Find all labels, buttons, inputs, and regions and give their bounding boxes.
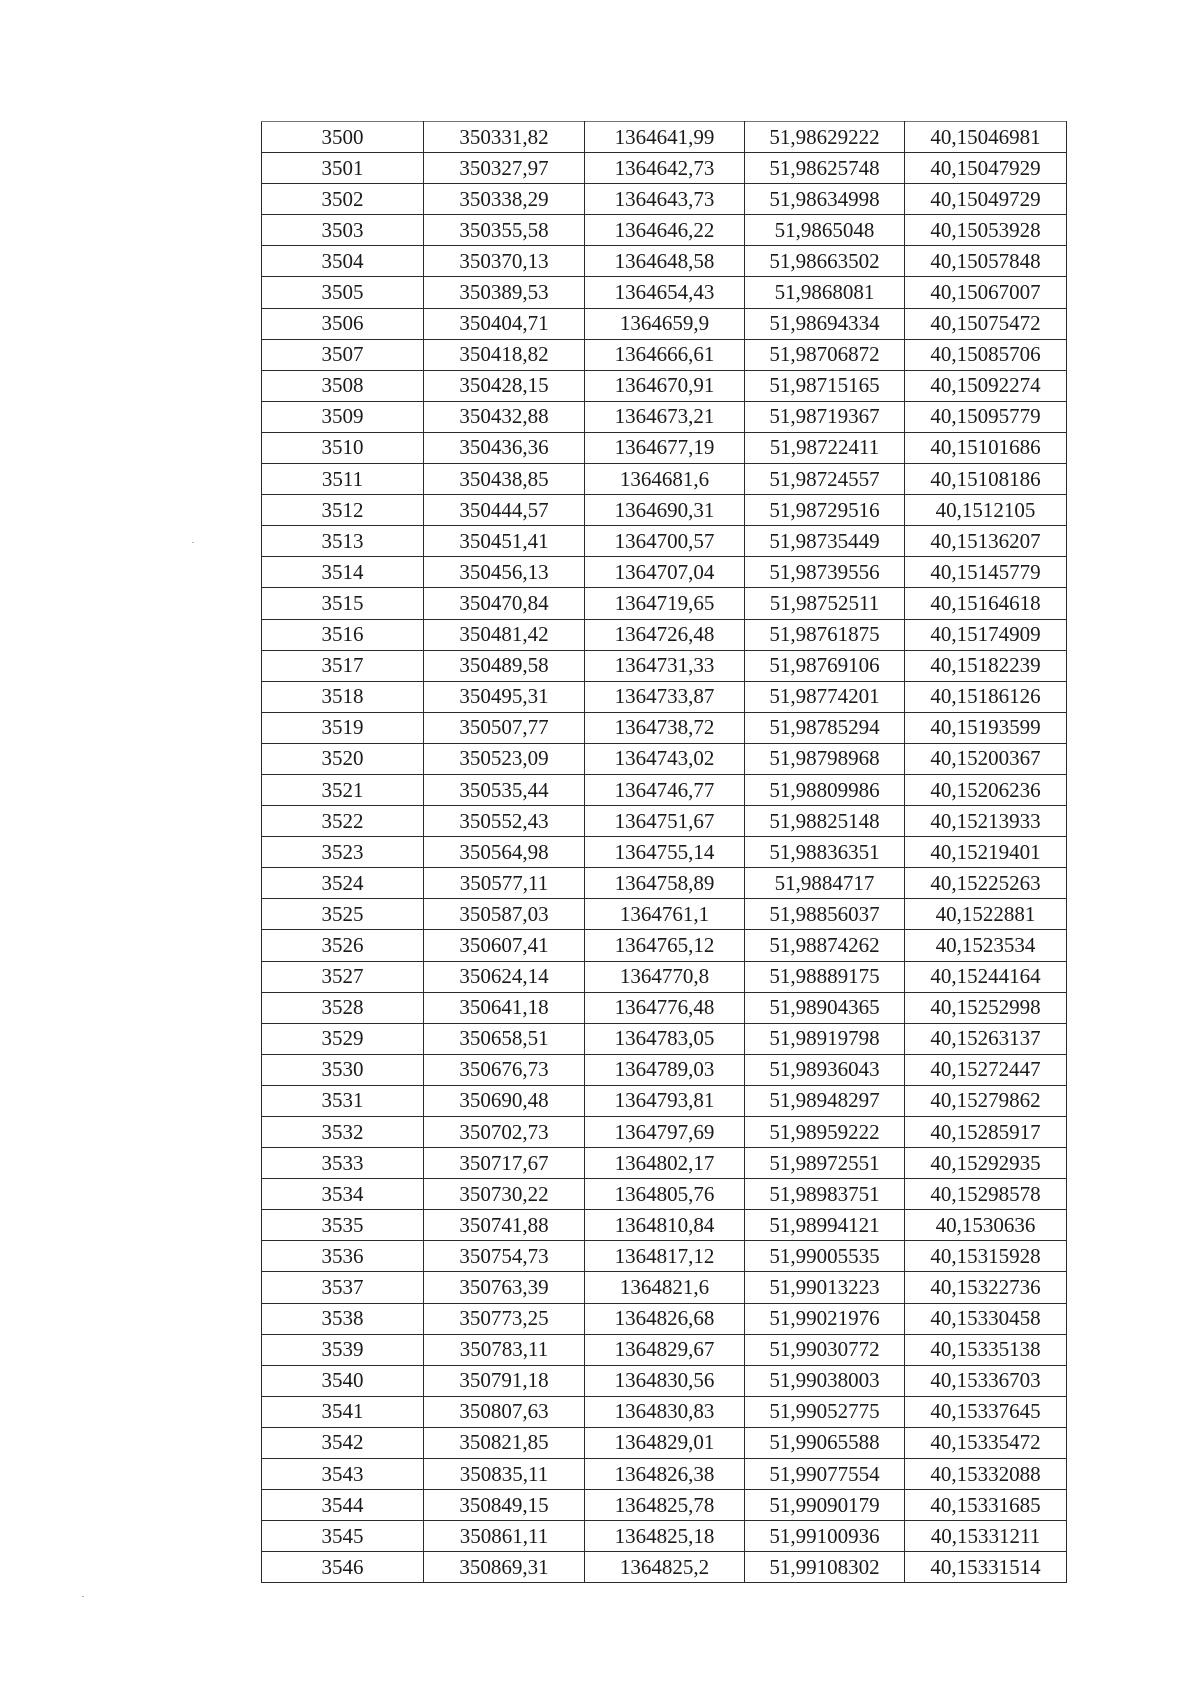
longitude-cell: 40,15108186 (905, 464, 1067, 495)
x-coordinate-cell: 350451,41 (424, 526, 585, 557)
longitude-cell: 40,15252998 (905, 992, 1067, 1023)
table-row (262, 650, 1067, 681)
y-coordinate-cell: 1364802,17 (585, 1148, 745, 1179)
x-coordinate-cell: 350607,41 (424, 930, 585, 961)
y-coordinate-cell: 1364765,12 (585, 930, 745, 961)
longitude-cell: 40,15331211 (905, 1521, 1067, 1552)
x-coordinate-cell: 350577,11 (424, 868, 585, 899)
point-number-cell: 3537 (262, 1272, 424, 1303)
longitude-cell: 40,15075472 (905, 308, 1067, 339)
x-coordinate-cell: 350456,13 (424, 557, 585, 588)
y-coordinate-cell: 1364825,2 (585, 1552, 745, 1583)
table-row (262, 1023, 1067, 1054)
table-row (262, 588, 1067, 619)
point-number-cell: 3517 (262, 650, 424, 681)
longitude-cell: 40,1523534 (905, 930, 1067, 961)
latitude-cell: 51,98625748 (745, 153, 905, 184)
latitude-cell: 51,99052775 (745, 1396, 905, 1427)
latitude-cell: 51,99030772 (745, 1334, 905, 1365)
y-coordinate-cell: 1364821,6 (585, 1272, 745, 1303)
table-row (262, 1117, 1067, 1148)
latitude-cell: 51,99090179 (745, 1490, 905, 1521)
x-coordinate-cell: 350438,85 (424, 464, 585, 495)
point-number-cell: 3515 (262, 588, 424, 619)
table-row (262, 370, 1067, 401)
x-coordinate-cell: 350389,53 (424, 277, 585, 308)
y-coordinate-cell: 1364825,78 (585, 1490, 745, 1521)
longitude-cell: 40,15206236 (905, 774, 1067, 805)
x-coordinate-cell: 350783,11 (424, 1334, 585, 1365)
point-number-cell: 3501 (262, 153, 424, 184)
longitude-cell: 40,15292935 (905, 1148, 1067, 1179)
point-number-cell: 3522 (262, 806, 424, 837)
longitude-cell: 40,15193599 (905, 712, 1067, 743)
y-coordinate-cell: 1364738,72 (585, 712, 745, 743)
y-coordinate-cell: 1364643,73 (585, 184, 745, 215)
y-coordinate-cell: 1364776,48 (585, 992, 745, 1023)
y-coordinate-cell: 1364770,8 (585, 961, 745, 992)
table-row (262, 806, 1067, 837)
x-coordinate-cell: 350717,67 (424, 1148, 585, 1179)
point-number-cell: 3513 (262, 526, 424, 557)
latitude-cell: 51,98825148 (745, 806, 905, 837)
latitude-cell: 51,98729516 (745, 495, 905, 526)
latitude-cell: 51,98629222 (745, 122, 905, 153)
point-number-cell: 3534 (262, 1179, 424, 1210)
y-coordinate-cell: 1364826,38 (585, 1459, 745, 1490)
longitude-cell: 40,15145779 (905, 557, 1067, 588)
longitude-cell: 40,15331514 (905, 1552, 1067, 1583)
latitude-cell: 51,98889175 (745, 961, 905, 992)
point-number-cell: 3511 (262, 464, 424, 495)
y-coordinate-cell: 1364707,04 (585, 557, 745, 588)
point-number-cell: 3546 (262, 1552, 424, 1583)
longitude-cell: 40,15047929 (905, 153, 1067, 184)
longitude-cell: 40,1512105 (905, 495, 1067, 526)
latitude-cell: 51,98904365 (745, 992, 905, 1023)
point-number-cell: 3523 (262, 837, 424, 868)
latitude-cell: 51,98719367 (745, 401, 905, 432)
point-number-cell: 3508 (262, 370, 424, 401)
longitude-cell: 40,15315928 (905, 1241, 1067, 1272)
latitude-cell: 51,98761875 (745, 619, 905, 650)
latitude-cell: 51,98785294 (745, 712, 905, 743)
longitude-cell: 40,15046981 (905, 122, 1067, 153)
x-coordinate-cell: 350331,82 (424, 122, 585, 153)
longitude-cell: 40,15225263 (905, 868, 1067, 899)
y-coordinate-cell: 1364642,73 (585, 153, 745, 184)
table-row (262, 557, 1067, 588)
x-coordinate-cell: 350658,51 (424, 1023, 585, 1054)
longitude-cell: 40,15263137 (905, 1023, 1067, 1054)
x-coordinate-cell: 350861,11 (424, 1521, 585, 1552)
latitude-cell: 51,98874262 (745, 930, 905, 961)
y-coordinate-cell: 1364829,01 (585, 1427, 745, 1458)
latitude-cell: 51,9884717 (745, 868, 905, 899)
x-coordinate-cell: 350741,88 (424, 1210, 585, 1241)
table-row (262, 1272, 1067, 1303)
x-coordinate-cell: 350676,73 (424, 1054, 585, 1085)
table-row (262, 837, 1067, 868)
x-coordinate-cell: 350481,42 (424, 619, 585, 650)
y-coordinate-cell: 1364789,03 (585, 1054, 745, 1085)
table-row (262, 1148, 1067, 1179)
table-row (262, 619, 1067, 650)
longitude-cell: 40,15298578 (905, 1179, 1067, 1210)
table-row (262, 308, 1067, 339)
latitude-cell: 51,99038003 (745, 1365, 905, 1396)
table-row (262, 401, 1067, 432)
point-number-cell: 3525 (262, 899, 424, 930)
point-number-cell: 3524 (262, 868, 424, 899)
longitude-cell: 40,15322736 (905, 1272, 1067, 1303)
table-row (262, 526, 1067, 557)
latitude-cell: 51,99065588 (745, 1427, 905, 1458)
point-number-cell: 3510 (262, 432, 424, 463)
point-number-cell: 3504 (262, 246, 424, 277)
latitude-cell: 51,98774201 (745, 681, 905, 712)
x-coordinate-cell: 350338,29 (424, 184, 585, 215)
y-coordinate-cell: 1364681,6 (585, 464, 745, 495)
y-coordinate-cell: 1364830,83 (585, 1396, 745, 1427)
y-coordinate-cell: 1364743,02 (585, 743, 745, 774)
table-row (262, 1427, 1067, 1458)
y-coordinate-cell: 1364805,76 (585, 1179, 745, 1210)
latitude-cell: 51,98724557 (745, 464, 905, 495)
point-number-cell: 3506 (262, 308, 424, 339)
y-coordinate-cell: 1364719,65 (585, 588, 745, 619)
latitude-cell: 51,98972551 (745, 1148, 905, 1179)
table-row (262, 681, 1067, 712)
point-number-cell: 3520 (262, 743, 424, 774)
table-row (262, 868, 1067, 899)
longitude-cell: 40,15174909 (905, 619, 1067, 650)
x-coordinate-cell: 350791,18 (424, 1365, 585, 1396)
table-row (262, 1552, 1067, 1583)
y-coordinate-cell: 1364670,91 (585, 370, 745, 401)
longitude-cell: 40,1530636 (905, 1210, 1067, 1241)
table-row (262, 1490, 1067, 1521)
point-number-cell: 3528 (262, 992, 424, 1023)
x-coordinate-cell: 350404,71 (424, 308, 585, 339)
x-coordinate-cell: 350436,36 (424, 432, 585, 463)
point-number-cell: 3512 (262, 495, 424, 526)
longitude-cell: 40,15336703 (905, 1365, 1067, 1396)
x-coordinate-cell: 350807,63 (424, 1396, 585, 1427)
latitude-cell: 51,98856037 (745, 899, 905, 930)
latitude-cell: 51,98936043 (745, 1054, 905, 1085)
longitude-cell: 40,15335472 (905, 1427, 1067, 1458)
coordinates-table (261, 121, 1067, 1583)
point-number-cell: 3509 (262, 401, 424, 432)
point-number-cell: 3507 (262, 339, 424, 370)
y-coordinate-cell: 1364758,89 (585, 868, 745, 899)
latitude-cell: 51,9868081 (745, 277, 905, 308)
x-coordinate-cell: 350641,18 (424, 992, 585, 1023)
x-coordinate-cell: 350470,84 (424, 588, 585, 619)
latitude-cell: 51,98919798 (745, 1023, 905, 1054)
longitude-cell: 40,15332088 (905, 1459, 1067, 1490)
table-row (262, 277, 1067, 308)
point-number-cell: 3518 (262, 681, 424, 712)
latitude-cell: 51,98836351 (745, 837, 905, 868)
point-number-cell: 3545 (262, 1521, 424, 1552)
longitude-cell: 40,15331685 (905, 1490, 1067, 1521)
y-coordinate-cell: 1364783,05 (585, 1023, 745, 1054)
table-row (262, 992, 1067, 1023)
latitude-cell: 51,98722411 (745, 432, 905, 463)
point-number-cell: 3542 (262, 1427, 424, 1458)
x-coordinate-cell: 350418,82 (424, 339, 585, 370)
y-coordinate-cell: 1364733,87 (585, 681, 745, 712)
scan-speck (82, 1596, 84, 1597)
table-row (262, 122, 1067, 153)
x-coordinate-cell: 350564,98 (424, 837, 585, 868)
longitude-cell: 40,1522881 (905, 899, 1067, 930)
longitude-cell: 40,15053928 (905, 215, 1067, 246)
longitude-cell: 40,15213933 (905, 806, 1067, 837)
coordinates-table-body (262, 122, 1067, 1583)
longitude-cell: 40,15182239 (905, 650, 1067, 681)
point-number-cell: 3529 (262, 1023, 424, 1054)
y-coordinate-cell: 1364726,48 (585, 619, 745, 650)
y-coordinate-cell: 1364826,68 (585, 1303, 745, 1334)
x-coordinate-cell: 350523,09 (424, 743, 585, 774)
table-row (262, 743, 1067, 774)
x-coordinate-cell: 350444,57 (424, 495, 585, 526)
longitude-cell: 40,15095779 (905, 401, 1067, 432)
latitude-cell: 51,98994121 (745, 1210, 905, 1241)
point-number-cell: 3544 (262, 1490, 424, 1521)
x-coordinate-cell: 350327,97 (424, 153, 585, 184)
x-coordinate-cell: 350763,39 (424, 1272, 585, 1303)
longitude-cell: 40,15049729 (905, 184, 1067, 215)
latitude-cell: 51,99021976 (745, 1303, 905, 1334)
table-row (262, 1054, 1067, 1085)
point-number-cell: 3516 (262, 619, 424, 650)
point-number-cell: 3503 (262, 215, 424, 246)
latitude-cell: 51,98959222 (745, 1117, 905, 1148)
table-row (262, 432, 1067, 463)
table-row (262, 153, 1067, 184)
point-number-cell: 3527 (262, 961, 424, 992)
x-coordinate-cell: 350535,44 (424, 774, 585, 805)
y-coordinate-cell: 1364810,84 (585, 1210, 745, 1241)
longitude-cell: 40,15279862 (905, 1085, 1067, 1116)
table-row (262, 1210, 1067, 1241)
latitude-cell: 51,98983751 (745, 1179, 905, 1210)
x-coordinate-cell: 350428,15 (424, 370, 585, 401)
point-number-cell: 3505 (262, 277, 424, 308)
longitude-cell: 40,15136207 (905, 526, 1067, 557)
x-coordinate-cell: 350624,14 (424, 961, 585, 992)
latitude-cell: 51,99005535 (745, 1241, 905, 1272)
latitude-cell: 51,98735449 (745, 526, 905, 557)
table-row (262, 961, 1067, 992)
point-number-cell: 3514 (262, 557, 424, 588)
y-coordinate-cell: 1364755,14 (585, 837, 745, 868)
x-coordinate-cell: 350702,73 (424, 1117, 585, 1148)
point-number-cell: 3521 (262, 774, 424, 805)
longitude-cell: 40,15337645 (905, 1396, 1067, 1427)
table-row (262, 1334, 1067, 1365)
point-number-cell: 3502 (262, 184, 424, 215)
y-coordinate-cell: 1364700,57 (585, 526, 745, 557)
y-coordinate-cell: 1364659,9 (585, 308, 745, 339)
latitude-cell: 51,98752511 (745, 588, 905, 619)
longitude-cell: 40,15200367 (905, 743, 1067, 774)
table-row (262, 899, 1067, 930)
longitude-cell: 40,15335138 (905, 1334, 1067, 1365)
latitude-cell: 51,98769106 (745, 650, 905, 681)
point-number-cell: 3536 (262, 1241, 424, 1272)
y-coordinate-cell: 1364677,19 (585, 432, 745, 463)
latitude-cell: 51,98634998 (745, 184, 905, 215)
longitude-cell: 40,15085706 (905, 339, 1067, 370)
point-number-cell: 3532 (262, 1117, 424, 1148)
y-coordinate-cell: 1364751,67 (585, 806, 745, 837)
table-row (262, 1521, 1067, 1552)
longitude-cell: 40,15330458 (905, 1303, 1067, 1334)
point-number-cell: 3500 (262, 122, 424, 153)
latitude-cell: 51,98948297 (745, 1085, 905, 1116)
x-coordinate-cell: 350730,22 (424, 1179, 585, 1210)
table-row (262, 1179, 1067, 1210)
longitude-cell: 40,15219401 (905, 837, 1067, 868)
y-coordinate-cell: 1364666,61 (585, 339, 745, 370)
point-number-cell: 3531 (262, 1085, 424, 1116)
table-row (262, 495, 1067, 526)
table-row (262, 930, 1067, 961)
point-number-cell: 3535 (262, 1210, 424, 1241)
latitude-cell: 51,98663502 (745, 246, 905, 277)
y-coordinate-cell: 1364797,69 (585, 1117, 745, 1148)
y-coordinate-cell: 1364673,21 (585, 401, 745, 432)
x-coordinate-cell: 350370,13 (424, 246, 585, 277)
latitude-cell: 51,98706872 (745, 339, 905, 370)
latitude-cell: 51,9865048 (745, 215, 905, 246)
latitude-cell: 51,98739556 (745, 557, 905, 588)
scan-speck (192, 542, 194, 543)
x-coordinate-cell: 350869,31 (424, 1552, 585, 1583)
y-coordinate-cell: 1364690,31 (585, 495, 745, 526)
table-row (262, 1396, 1067, 1427)
table-row (262, 712, 1067, 743)
longitude-cell: 40,15057848 (905, 246, 1067, 277)
y-coordinate-cell: 1364731,33 (585, 650, 745, 681)
y-coordinate-cell: 1364825,18 (585, 1521, 745, 1552)
y-coordinate-cell: 1364648,58 (585, 246, 745, 277)
longitude-cell: 40,15186126 (905, 681, 1067, 712)
table-row (262, 215, 1067, 246)
latitude-cell: 51,98715165 (745, 370, 905, 401)
table-row (262, 774, 1067, 805)
table-row (262, 1303, 1067, 1334)
longitude-cell: 40,15285917 (905, 1117, 1067, 1148)
point-number-cell: 3538 (262, 1303, 424, 1334)
latitude-cell: 51,99100936 (745, 1521, 905, 1552)
point-number-cell: 3543 (262, 1459, 424, 1490)
point-number-cell: 3533 (262, 1148, 424, 1179)
x-coordinate-cell: 350849,15 (424, 1490, 585, 1521)
y-coordinate-cell: 1364829,67 (585, 1334, 745, 1365)
y-coordinate-cell: 1364830,56 (585, 1365, 745, 1396)
y-coordinate-cell: 1364793,81 (585, 1085, 745, 1116)
x-coordinate-cell: 350507,77 (424, 712, 585, 743)
table-row (262, 184, 1067, 215)
table-row (262, 464, 1067, 495)
longitude-cell: 40,15244164 (905, 961, 1067, 992)
latitude-cell: 51,98809986 (745, 774, 905, 805)
point-number-cell: 3541 (262, 1396, 424, 1427)
x-coordinate-cell: 350495,31 (424, 681, 585, 712)
point-number-cell: 3539 (262, 1334, 424, 1365)
table-row (262, 1241, 1067, 1272)
longitude-cell: 40,15272447 (905, 1054, 1067, 1085)
point-number-cell: 3540 (262, 1365, 424, 1396)
y-coordinate-cell: 1364646,22 (585, 215, 745, 246)
x-coordinate-cell: 350835,11 (424, 1459, 585, 1490)
x-coordinate-cell: 350773,25 (424, 1303, 585, 1334)
y-coordinate-cell: 1364746,77 (585, 774, 745, 805)
table-row (262, 1365, 1067, 1396)
table-row (262, 1085, 1067, 1116)
y-coordinate-cell: 1364761,1 (585, 899, 745, 930)
latitude-cell: 51,99108302 (745, 1552, 905, 1583)
y-coordinate-cell: 1364817,12 (585, 1241, 745, 1272)
table-row (262, 246, 1067, 277)
x-coordinate-cell: 350355,58 (424, 215, 585, 246)
x-coordinate-cell: 350754,73 (424, 1241, 585, 1272)
latitude-cell: 51,98694334 (745, 308, 905, 339)
table-row (262, 339, 1067, 370)
x-coordinate-cell: 350432,88 (424, 401, 585, 432)
point-number-cell: 3519 (262, 712, 424, 743)
longitude-cell: 40,15067007 (905, 277, 1067, 308)
point-number-cell: 3530 (262, 1054, 424, 1085)
y-coordinate-cell: 1364654,43 (585, 277, 745, 308)
x-coordinate-cell: 350552,43 (424, 806, 585, 837)
x-coordinate-cell: 350821,85 (424, 1427, 585, 1458)
x-coordinate-cell: 350489,58 (424, 650, 585, 681)
longitude-cell: 40,15092274 (905, 370, 1067, 401)
table-row (262, 1459, 1067, 1490)
latitude-cell: 51,98798968 (745, 743, 905, 774)
x-coordinate-cell: 350690,48 (424, 1085, 585, 1116)
point-number-cell: 3526 (262, 930, 424, 961)
longitude-cell: 40,15164618 (905, 588, 1067, 619)
longitude-cell: 40,15101686 (905, 432, 1067, 463)
latitude-cell: 51,99077554 (745, 1459, 905, 1490)
latitude-cell: 51,99013223 (745, 1272, 905, 1303)
y-coordinate-cell: 1364641,99 (585, 122, 745, 153)
x-coordinate-cell: 350587,03 (424, 899, 585, 930)
